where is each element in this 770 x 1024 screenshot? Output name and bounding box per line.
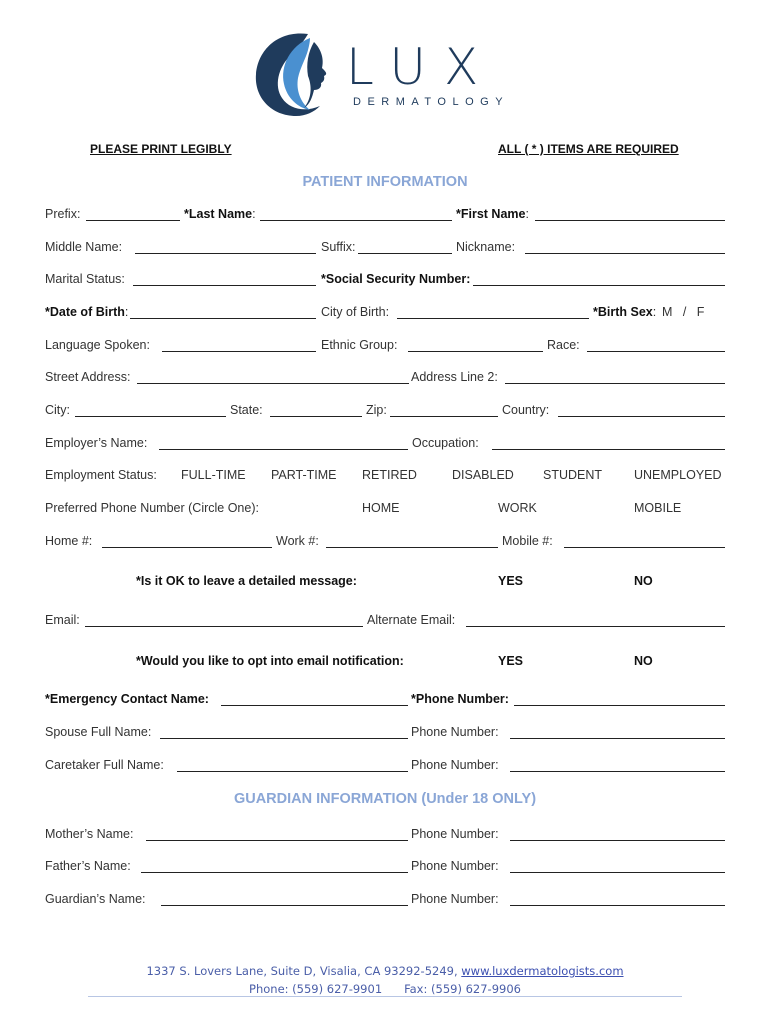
city-label: City: (45, 403, 70, 417)
email-opt-question: *Would you like to opt into email notification: (136, 654, 404, 668)
address-line-2-field[interactable] (505, 383, 725, 384)
employment-option-disabled[interactable]: DISABLED (452, 468, 514, 482)
suffix-field[interactable] (358, 253, 452, 254)
mother-name-field[interactable] (146, 840, 408, 841)
emergency-phone-label: *Phone Number: (411, 692, 509, 706)
ssn-field[interactable] (473, 285, 725, 286)
preferred-phone-label: Preferred Phone Number (Circle One): (45, 501, 259, 515)
work-number-field[interactable] (326, 547, 498, 548)
required-note: ALL ( * ) ITEMS ARE REQUIRED (498, 142, 679, 156)
last-name-text: *Last Name (184, 207, 253, 221)
prefix-label: Prefix: (45, 207, 81, 221)
phone-option-mobile[interactable]: MOBILE (634, 501, 682, 515)
occupation-field[interactable] (492, 449, 725, 450)
employment-option-student[interactable]: STUDENT (543, 468, 603, 482)
spouse-name-label: Spouse Full Name: (45, 725, 152, 739)
guardian-info-title: GUARDIAN INFORMATION (Under 18 ONLY) (233, 791, 537, 807)
dob-label (45, 305, 128, 319)
prefix-field[interactable] (86, 220, 180, 221)
employment-status-label: Employment Status: (45, 468, 157, 482)
footer-address-line (0, 964, 770, 978)
print-legibly-note: PLEASE PRINT LEGIBLY (90, 142, 232, 156)
last-name-field[interactable] (260, 220, 452, 221)
home-number-label: Home #: (45, 534, 93, 548)
alt-email-label: Alternate Email: (367, 613, 456, 627)
street-address-label: Street Address: (45, 370, 131, 384)
alt-email-field[interactable] (466, 626, 725, 627)
caretaker-phone-label: Phone Number: (411, 758, 499, 772)
email-opt-no[interactable]: NO (634, 654, 653, 668)
first-name-colon: : (525, 207, 529, 221)
last-name-label (184, 207, 256, 221)
marital-status-field[interactable] (133, 285, 316, 286)
spouse-phone-label: Phone Number: (411, 725, 499, 739)
employment-option-part-time[interactable]: PART-TIME (271, 468, 337, 482)
detailed-message-question: *Is it OK to leave a detailed message: (136, 574, 357, 588)
country-field[interactable] (558, 416, 725, 417)
guardian-name-field[interactable] (161, 905, 408, 906)
emergency-contact-label: *Emergency Contact Name: (45, 692, 209, 706)
phone-option-work[interactable]: WORK (498, 501, 537, 515)
guardian-phone-field[interactable] (510, 905, 725, 906)
city-of-birth-label: City of Birth: (321, 305, 390, 319)
employment-option-full-time[interactable]: FULL-TIME (181, 468, 246, 482)
phone-option-home[interactable]: HOME (362, 501, 400, 515)
email-label: Email: (45, 613, 80, 627)
footer-divider (88, 996, 682, 997)
caretaker-name-field[interactable] (177, 771, 408, 772)
state-label: State: (230, 403, 263, 417)
father-name-field[interactable] (141, 872, 408, 873)
ethnic-group-label: Ethnic Group: (321, 338, 398, 352)
nickname-label: Nickname: (456, 240, 516, 254)
dob-field[interactable] (130, 318, 316, 319)
language-label: Language Spoken: (45, 338, 150, 352)
footer-contact-line (0, 982, 770, 996)
guardian-name-label: Guardian’s Name: (45, 892, 146, 906)
first-name-label (456, 207, 529, 221)
father-phone-label: Phone Number: (411, 859, 499, 873)
street-address-field[interactable] (137, 383, 409, 384)
detailed-message-yes[interactable]: YES (498, 574, 524, 588)
logo-subtitle: DERMATOLOGY (353, 96, 510, 108)
spouse-name-field[interactable] (160, 738, 408, 739)
zip-label: Zip: (366, 403, 387, 417)
footer-phone: Phone: (559) 627-9901 (249, 982, 383, 996)
suffix-label: Suffix: (321, 240, 356, 254)
last-name-colon: : (252, 207, 256, 221)
work-number-label: Work #: (276, 534, 319, 548)
footer-address: 1337 S. Lovers Lane, Suite D, Visalia, CA 93292-5249, (146, 964, 458, 978)
mother-phone-label: Phone Number: (411, 827, 499, 841)
guardian-phone-label: Phone Number: (411, 892, 499, 906)
patient-info-title: PATIENT INFORMATION (302, 174, 468, 190)
emergency-contact-field[interactable] (221, 705, 408, 706)
mobile-number-field[interactable] (564, 547, 725, 548)
address-line-2-label: Address Line 2: (411, 370, 498, 384)
father-phone-field[interactable] (510, 872, 725, 873)
email-opt-yes[interactable]: YES (498, 654, 524, 668)
nickname-field[interactable] (525, 253, 725, 254)
emergency-phone-field[interactable] (514, 705, 725, 706)
birth-sex-options[interactable]: M / F (662, 305, 705, 319)
employment-option-unemployed[interactable]: UNEMPLOYED (634, 468, 722, 482)
marital-status-label: Marital Status: (45, 272, 125, 286)
language-field[interactable] (162, 351, 316, 352)
birth-sex-colon: : (652, 305, 657, 319)
birth-sex-label (593, 305, 656, 319)
ssn-label: *Social Security Number: (321, 272, 471, 286)
state-field[interactable] (270, 416, 362, 417)
city-field[interactable] (75, 416, 226, 417)
employer-field[interactable] (159, 449, 408, 450)
mother-phone-field[interactable] (510, 840, 725, 841)
caretaker-phone-field[interactable] (510, 771, 725, 772)
race-field[interactable] (587, 351, 725, 352)
middle-name-field[interactable] (135, 253, 316, 254)
lux-logo (250, 28, 530, 123)
face-profile-icon (250, 28, 340, 120)
race-label: Race: (547, 338, 580, 352)
spouse-phone-field[interactable] (510, 738, 725, 739)
footer-website-link[interactable]: www.luxdermatologists.com (461, 964, 624, 978)
dob-colon: : (124, 305, 129, 319)
zip-field[interactable] (390, 416, 498, 417)
city-of-birth-field[interactable] (397, 318, 589, 319)
mother-name-label: Mother’s Name: (45, 827, 134, 841)
father-name-label: Father’s Name: (45, 859, 131, 873)
dob-text: *Date of Birth (45, 305, 125, 319)
first-name-field[interactable] (535, 220, 725, 221)
detailed-message-no[interactable]: NO (634, 574, 653, 588)
occupation-label: Occupation: (412, 436, 479, 450)
caretaker-name-label: Caretaker Full Name: (45, 758, 164, 772)
employment-option-retired[interactable]: RETIRED (362, 468, 417, 482)
ethnic-group-field[interactable] (408, 351, 543, 352)
logo-brand: LUX (346, 38, 497, 96)
home-number-field[interactable] (102, 547, 272, 548)
footer-fax: Fax: (559) 627-9906 (404, 982, 521, 996)
first-name-text: *First Name (456, 207, 526, 221)
birth-sex-text: *Birth Sex (593, 305, 653, 319)
employer-label: Employer’s Name: (45, 436, 148, 450)
mobile-number-label: Mobile #: (502, 534, 553, 548)
email-field[interactable] (85, 626, 363, 627)
country-label: Country: (502, 403, 550, 417)
middle-name-label: Middle Name: (45, 240, 123, 254)
